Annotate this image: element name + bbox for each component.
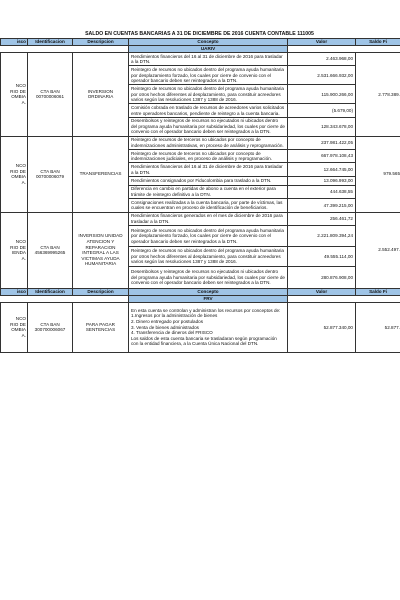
- valor-cell: 12.664.745,00: [288, 163, 356, 176]
- bank-name-cell: NCO RIO DE OMBIA A.: [1, 136, 28, 212]
- concepto-cell: Diferencia en cambio en partidas de abono a cuenta en el exterior para trámite de reintegro definitivo a la DTN.: [129, 185, 288, 198]
- bank-name-cell: NCO RIO DE OMBIA A.: [1, 53, 28, 137]
- section-spacer: [1, 295, 129, 302]
- valor-cell: 52.877.340,00: [288, 302, 356, 352]
- header-descripcion: Descripcion: [73, 288, 129, 295]
- concepto-cell: Reintegro de recursos no ubicados dentro del programa ayuda humanitaria por otros hechos diferentes al desplazamiento, para constituir acreedores varios según las resoluciones 1387 y 1388 de 2016.: [129, 85, 288, 104]
- bank-name-cell: NCO RIO DE OMBIA A.: [1, 302, 28, 352]
- account-id-cell: CTA BAN 00700006061: [28, 53, 73, 137]
- table-row: [1, 136, 400, 149]
- section-spacer: [1, 46, 129, 53]
- concepto-cell: Reintegro de recursos no ubicados dentro del programa ayuda humanitaria por otros hechos diferentes al desplazamiento, para constituir acreedores varios según las resoluciones 1387 y 1388 de 2016.: [129, 246, 288, 266]
- saldo-final-cell: 2.552.497.: [356, 212, 400, 288]
- section-label: FRV: [129, 295, 288, 302]
- valor-cell: 280.876.908,00: [288, 266, 356, 288]
- section-row: [1, 295, 400, 302]
- header-saldo: Saldo Fi: [356, 288, 400, 295]
- table-row: [1, 53, 400, 66]
- valor-cell: 13.096.993,00: [288, 176, 356, 185]
- table-header-row: [1, 288, 400, 295]
- account-description-cell: PARA PAGAR SENTENCIAS: [73, 302, 129, 352]
- concepto-cell: Desembolsos y reintegros de recursos no ejecutados ni ubicados dentro del programa ayuda humanitaria por subsidariedad, los cuales por cierre de convenio con el operador bancario deben ser reintegrados a la DTN.: [129, 117, 288, 136]
- account-description-cell: INVERSION ORDINARIA: [73, 53, 129, 137]
- valor-cell: 256.461,72: [288, 212, 356, 225]
- concepto-cell: Comisión cobrada en traslado de recursos de acreedores varios solicitados entre operadores bancarios, pendiente de reintegro a la cuenta bancaria.: [129, 104, 288, 117]
- valor-cell: 128.343.678,00: [288, 117, 356, 136]
- table-row: [1, 302, 400, 352]
- account-id-cell: CTA BAN 300700006067: [28, 302, 73, 352]
- header-descripcion: Descripcion: [73, 39, 129, 46]
- valor-cell: 237.981.422,05: [288, 136, 356, 149]
- valor-cell: 2.531.666.932,00: [288, 66, 356, 85]
- valor-cell: 47.399.215,00: [288, 199, 356, 212]
- table-header-row: [1, 39, 400, 46]
- section-row: [1, 46, 400, 53]
- document-title: SALDO EN CUENTAS BANCARIAS A 31 DE DICIEMBRE DE 2016 CUENTA CONTABLE 111005: [85, 31, 314, 37]
- valor-cell: 2.463.968,00: [288, 53, 356, 66]
- bank-name-cell: NCO RIO DE IENDA A.: [1, 212, 28, 288]
- header-bank: isco: [1, 288, 28, 295]
- concepto-cell: Reintegro de recursos de terceros no ubicados por concepto de indemnizaciones administrativas, en proceso de análisis y reprogramación.: [129, 136, 288, 149]
- account-id-cell: CTA BAN 00700006079: [28, 136, 73, 212]
- concepto-cell: En esta cuenta se controlan y administran los recursos por conceptos de: 1.Ingresos por la administración de bienes 2. Dinero entregado por postulados 3. Venta de bienes administrados 4. Transferencia de dineros del FRISCO Los saldos de esta cuenta bancaria se trasladaran según programación con la entidad financiera, a la Cuenta Única Nacional del DTN.: [129, 302, 288, 352]
- account-id-cell: CTA BAN 456369995265: [28, 212, 73, 288]
- concepto-cell: Reintegro de recursos no ubicados dentro del programa ayuda humanitaria por desplazamiento forzado, los cuales por cierre de convenio con el operador bancario deben ser reintegrados a la DTN.: [129, 225, 288, 246]
- concepto-cell: Consignaciones realizadas a la cuenta bancaria, por parte de víctimas, las cuales se encuentran en proceso de identificación de beneficiarios.: [129, 199, 288, 212]
- concepto-cell: Reintegro de recursos de terceros no ubicados por concepto de indemnizaciones judiciales, en proceso de análisis y reprogramación.: [129, 150, 288, 163]
- valor-cell: 115.900.266,00: [288, 85, 356, 104]
- saldo-final-cell: 979.565: [356, 136, 400, 212]
- table-row: [1, 212, 400, 225]
- header-concepto: Concepto: [129, 288, 288, 295]
- bank-balances-table: [0, 38, 400, 353]
- section-label: UARIV: [129, 46, 288, 53]
- header-bank: isco: [1, 39, 28, 46]
- header-valor: Valor: [288, 288, 356, 295]
- header-identificacion: Identificacion: [28, 39, 73, 46]
- header-concepto: Concepto: [129, 39, 288, 46]
- header-valor: Valor: [288, 39, 356, 46]
- header-saldo: Saldo Fi: [356, 39, 400, 46]
- valor-cell: 49.555.114,00: [288, 246, 356, 266]
- valor-cell: 444.638,55: [288, 185, 356, 198]
- saldo-final-cell: 2.778.389.: [356, 53, 400, 137]
- saldo-final-cell: 52.877.: [356, 302, 400, 352]
- concepto-cell: Rendimientos consignados por Fiducolombia para traslado a la DTN.: [129, 176, 288, 185]
- header-identificacion: Identificacion: [28, 288, 73, 295]
- account-description-cell: TRANSFERENCIAS: [73, 136, 129, 212]
- account-description-cell: INVERSION UNIDAD ATENCION Y REPARACION INTEGRAL A LAS VICTIMAS AYUDA HUMANITARIA: [73, 212, 129, 288]
- concepto-cell: Rendimientos financieros del 16 al 31 de diciembre de 2016 para trasladar a la DTN.: [129, 53, 288, 66]
- valor-cell: (5.679,00): [288, 104, 356, 117]
- concepto-cell: Rendimientos financieros del 16 al 31 de diciembre de 2016 para trasladar a la DTN.: [129, 163, 288, 176]
- section-spacer: [288, 295, 400, 302]
- section-spacer: [288, 46, 400, 53]
- valor-cell: 667.978.108,43: [288, 150, 356, 163]
- concepto-cell: Rendimientos financieros generados en el mes de diciembre de 2016 para trasladar a la DTN.: [129, 212, 288, 225]
- concepto-cell: Reintegro de recursos no ubicados dentro del programa ayuda humanitaria por desplazamiento forzado, los cuales por cierre de convenio con el operador bancario deben ser reintegrados a la DTN.: [129, 66, 288, 85]
- concepto-cell: Desembolsos y reintegros de recursos no ejecutados ni ubicados dentro del programa ayuda humanitaria por subsidariedad, los cuales por cierre de convenio con el operador bancario deben ser reintegrados a la DTN.: [129, 266, 288, 288]
- valor-cell: 2.221.809.394,24: [288, 225, 356, 246]
